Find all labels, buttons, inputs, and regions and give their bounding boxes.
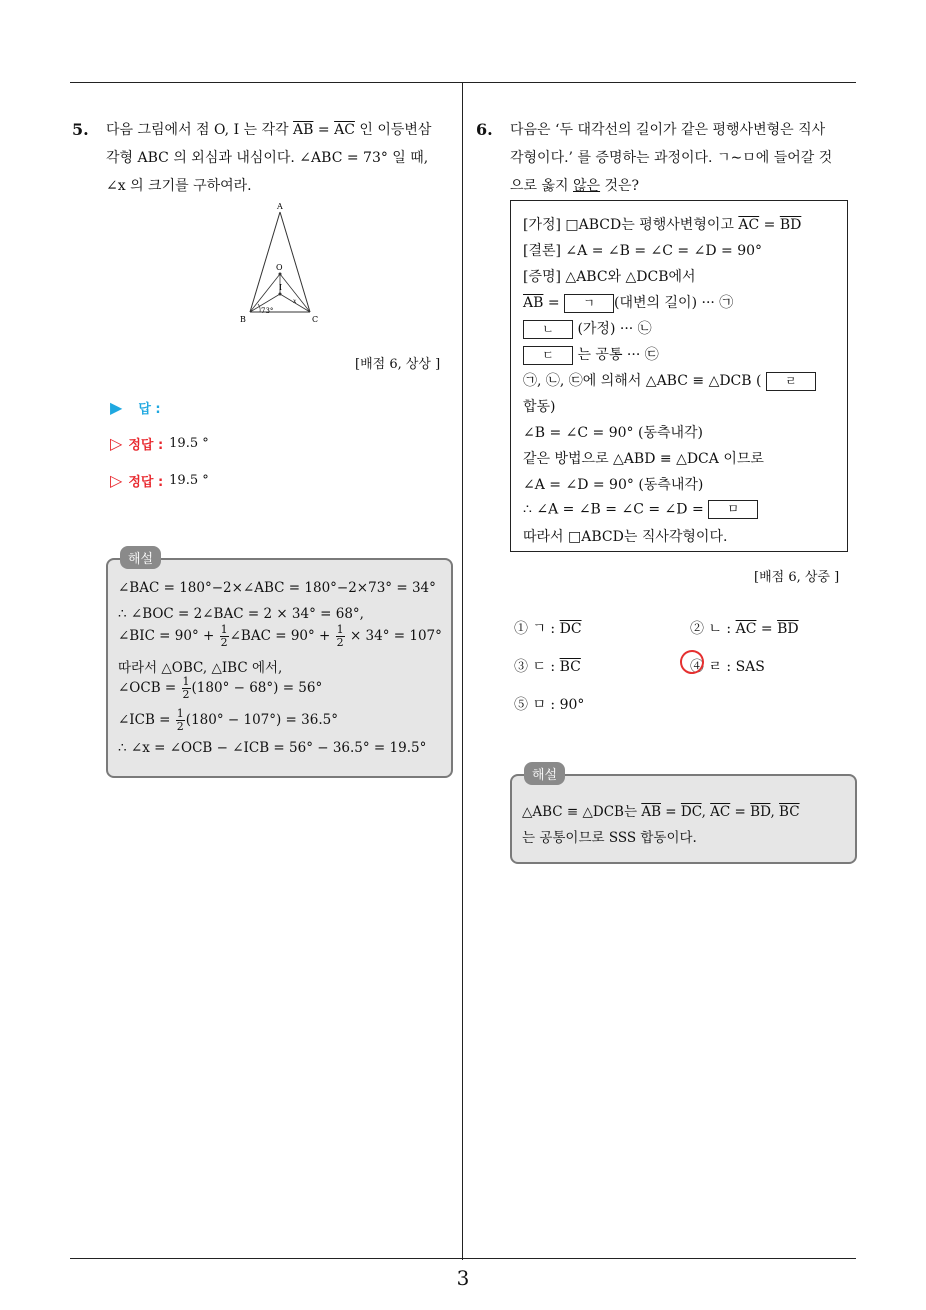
explanation-line: △ABC ≡ △DCB는 $\overline{AB} = \overline{DC}$, $\overline{AC} = \overline{BD}$, $\overline{BC}$ — [522, 804, 800, 820]
explanation-tag: 해설 — [120, 546, 161, 569]
label-b: B — [240, 315, 246, 324]
correct-value: 19.5 ° — [169, 473, 209, 488]
fraction: $\frac{1}{2}$ — [176, 707, 184, 733]
proof-box — [510, 200, 848, 552]
proof-hypothesis: [가정] □ABCD는 평행사변형이고 $\overline{AC} = \overline{BD}$ — [523, 217, 802, 233]
label-angle: 73° — [261, 307, 274, 315]
choice-2[interactable]: ② ㄴ : $\overline{AC} = \overline{BD}$ — [690, 621, 799, 637]
column-divider — [462, 82, 463, 1260]
triangle-figure — [230, 200, 330, 328]
explanation-line: ∠BAC = 180°−2×∠ABC = 180°−2×73° = 34° — [118, 580, 436, 596]
question-5-text — [106, 116, 456, 200]
explanation-line: ∴ ∠x = ∠OCB − ∠ICB = 56° − 36.5° = 19.5° — [118, 740, 427, 756]
explanation-line: 는 공통이므로 SSS 합동이다. — [522, 830, 697, 846]
label-c: C — [312, 315, 319, 324]
correct-label: 정답 : — [128, 475, 164, 490]
answer-label: 답 : — [138, 402, 161, 417]
choice-3[interactable]: ③ ㄷ : $\overline{BC}$ — [514, 659, 581, 675]
proof-step-5: ∠B = ∠C = 90° (동측내각) — [523, 425, 704, 441]
outline-triangle-icon: ▷ — [110, 434, 123, 453]
question-6-line-2: 각형이다.’ 를 증명하는 과정이다. ㄱ∼ㅁ에 들어갈 것 — [510, 150, 833, 166]
blank-a: ㄱ — [564, 294, 614, 313]
correct-label: 정답 : — [128, 438, 164, 453]
question-6-text — [510, 116, 860, 200]
play-triangle-icon: ▶ — [110, 398, 123, 417]
bottom-rule — [70, 1258, 856, 1259]
proof-step-7: ∠A = ∠D = 90° (동측내각) — [523, 477, 704, 493]
question-6-number: 6. — [476, 120, 493, 139]
correct-answer-row-2 — [110, 471, 209, 490]
proof-start: [증명] △ABC와 △DCB에서 — [523, 269, 696, 285]
blank-c: ㄷ — [523, 346, 573, 365]
blank-e: ㅁ — [708, 500, 758, 519]
question-5-line-3: ∠x 의 크기를 구하여라. — [106, 178, 252, 194]
fraction: $\frac{1}{2}$ — [182, 675, 190, 701]
question-6-line-3: 으로 옳지 않은 것은? — [510, 178, 640, 194]
explanation-line: ∠ICB = $\frac{1}{2}$ (180° − 107°) = 36.5° — [118, 707, 338, 733]
proof-step-1: $\overline{AB}$ = ㄱ (대변의 길이) ··· ㉠ — [523, 295, 734, 311]
choice-4[interactable]: ④ ㄹ : SAS — [690, 659, 765, 675]
explanation-line: 따라서 △OBC, △IBC 에서, — [118, 660, 283, 676]
blank-d: ㄹ — [766, 372, 816, 391]
answer-row — [110, 398, 161, 417]
proof-step-2: ㄴ (가정) ··· ㉡ — [523, 318, 652, 339]
proof-step-6: 같은 방법으로 △ABD ≡ △DCA 이므로 — [523, 451, 764, 467]
question-5-score: [배점 6, 상상 ] — [355, 357, 441, 372]
top-rule — [70, 82, 856, 83]
choice-5[interactable]: ⑤ ㅁ : 90° — [514, 697, 585, 713]
proof-conclusion: [결론] ∠A = ∠B = ∠C = ∠D = 90° — [523, 243, 763, 259]
fraction: $\frac{1}{2}$ — [220, 623, 228, 649]
label-o: O — [276, 263, 283, 272]
question-5-line-2: 각형 ABC 의 외심과 내심이다. ∠ABC = 73° 일 때, — [106, 150, 429, 166]
question-5-number: 5. — [72, 120, 89, 139]
question-6-score: [배점 6, 상중 ] — [754, 570, 840, 585]
question-5-line-1: 다음 그림에서 점 O, I 는 각각 $\overline{AB} = \overline{AC}$ 인 이등변삼 — [106, 122, 432, 138]
label-a: A — [277, 202, 283, 211]
fraction: $\frac{1}{2}$ — [336, 623, 344, 649]
proof-step-8: ∴ ∠A = ∠B = ∠C = ∠D = ㅁ — [523, 500, 758, 519]
proof-step-3: ㄷ 는 공통 ··· ㉢ — [523, 344, 659, 365]
choice-1[interactable]: ① ㄱ : $\overline{DC}$ — [514, 621, 582, 637]
explanation-line: ∴ ∠BOC = 2∠BAC = 2 × 34° = 68°, — [118, 606, 364, 622]
explanation-line: ∠BIC = 90° + $\frac{1}{2}$ ∠BAC = 90° + $\frac{1}{2}$ × 34° = 107° — [118, 623, 442, 649]
explanation-tag: 해설 — [524, 762, 565, 785]
proof-step-4-cont: 합동) — [523, 399, 556, 415]
label-i: I — [279, 283, 283, 292]
correct-answer-row-1 — [110, 434, 209, 453]
page-number: 3 — [456, 1266, 470, 1290]
question-6-line-1: 다음은 ‘두 대각선의 길이가 같은 평행사변형은 직사 — [510, 122, 826, 138]
blank-b: ㄴ — [523, 320, 573, 339]
outline-triangle-icon: ▷ — [110, 471, 123, 490]
correct-value: 19.5 ° — [169, 436, 209, 451]
explanation-line: ∠OCB = $\frac{1}{2}$ (180° − 68°) = 56° — [118, 675, 323, 701]
proof-step-4: ㉠, ㉡, ㉢에 의해서 △ABC ≡ △DCB ( ㄹ — [523, 370, 816, 391]
proof-final: 따라서 □ABCD는 직사각형이다. — [523, 529, 728, 545]
label-x: x — [293, 298, 297, 305]
